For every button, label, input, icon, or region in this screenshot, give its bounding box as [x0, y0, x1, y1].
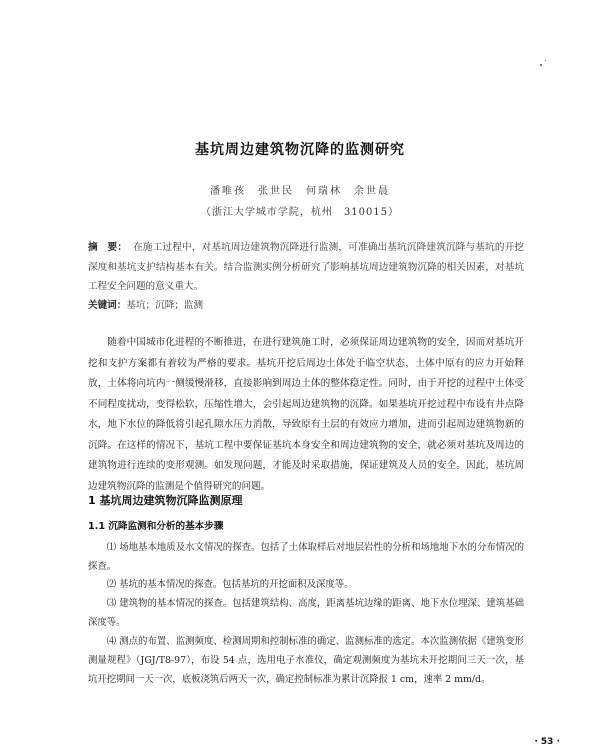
subsection-heading: 1.1 沉降监测和分析的基本步骤 [88, 521, 224, 532]
list-item: ⑵ 基坑的基本情况的探查。包括基坑的开挖面积及深度等。 [106, 579, 354, 590]
list-item: ⑶ 建筑物的基本情况的探查。包括建筑结构、高度，距离基坑边缘的距离、地下水位埋深、建筑基础深度等。 [88, 598, 524, 628]
affiliation: （浙江大学城市学院，杭州 310015） [200, 207, 400, 218]
section-heading: 1 基坑周边建筑物沉降监测原理 [88, 494, 243, 507]
scan-speck [540, 64, 542, 66]
keywords-label: 关键词： [88, 300, 127, 311]
scan-speck [545, 60, 546, 61]
paper-title: 基坑周边建筑物沉降的监测研究 [195, 142, 405, 158]
list-item: ⑷ 测点的布置、监测频度、检测周期和控制标准的确定、监测标准的选定。本次监测依据《建筑变形测量规程》（JGJ/T8-97），布设 54 点，选用电子水准仪，确定观测频度为基坑未开挖期间三天一次，基坑开挖期间一天一次，底板浇筑后两天一次，确定控制标准为累计沉降报 1 cm，速率 2 mm/d。 [88, 636, 524, 685]
abstract-text: 在施工过程中，对基坑周边建筑物沉降进行监测，可准确出基坑沉降建筑沉降与基坑的开挖深度和基坑支护结构基本有关。结合监测实例分析研究了影响基坑周边建筑物沉降的相关因素，对基坑工程安全问题的意义重大。 [88, 242, 525, 292]
abstract-label: 摘 要： [88, 242, 128, 253]
keywords-text: 基坑；沉降；监测 [126, 300, 204, 311]
keywords [88, 297, 524, 311]
page-number: · 53 · [534, 737, 560, 747]
abstract [88, 238, 524, 297]
list-item: ⑴ 场地基本地质及水文情况的探查。包括了土体取样后对地层岩性的分析和场地地下水的分布情况的探查。 [88, 542, 524, 572]
intro-paragraph: 随着中国城市化进程的不断推进，在进行建筑施工时，必须保证周边建筑物的安全，因而对基坑开挖和支护方案都有着较为严格的要求。基坑开挖后周边土体处于临空状态，土体中原有的应力开始释放，土体将向坑内一侧缓慢滑移，直接影响到周边土体的整体稳定性。同时，由于开挖的过程中土体受不同程度扰动，变得松软，压缩性增大，会引起周边建筑物的沉降。如果基坑开挖过程中布设有井点降水，地下水位的降低将引起孔隙水压力消散，导致原有土层的有效应力增加，进而引起周边建筑物新的沉降。在这样的情况下，基坑工程中要保证基坑本身安全和周边建筑物的安全，就必须对基坑及周边的建筑物进行连续的变形观测。如发现问题，才能及时采取措施，保证建筑及人员的安全。因此，基坑周边建筑物沉降的监测是个值得研究的问题。 [88, 337, 524, 492]
author-list: 潘唯孩 张世民 何瑞林 余世晨 [210, 186, 390, 197]
